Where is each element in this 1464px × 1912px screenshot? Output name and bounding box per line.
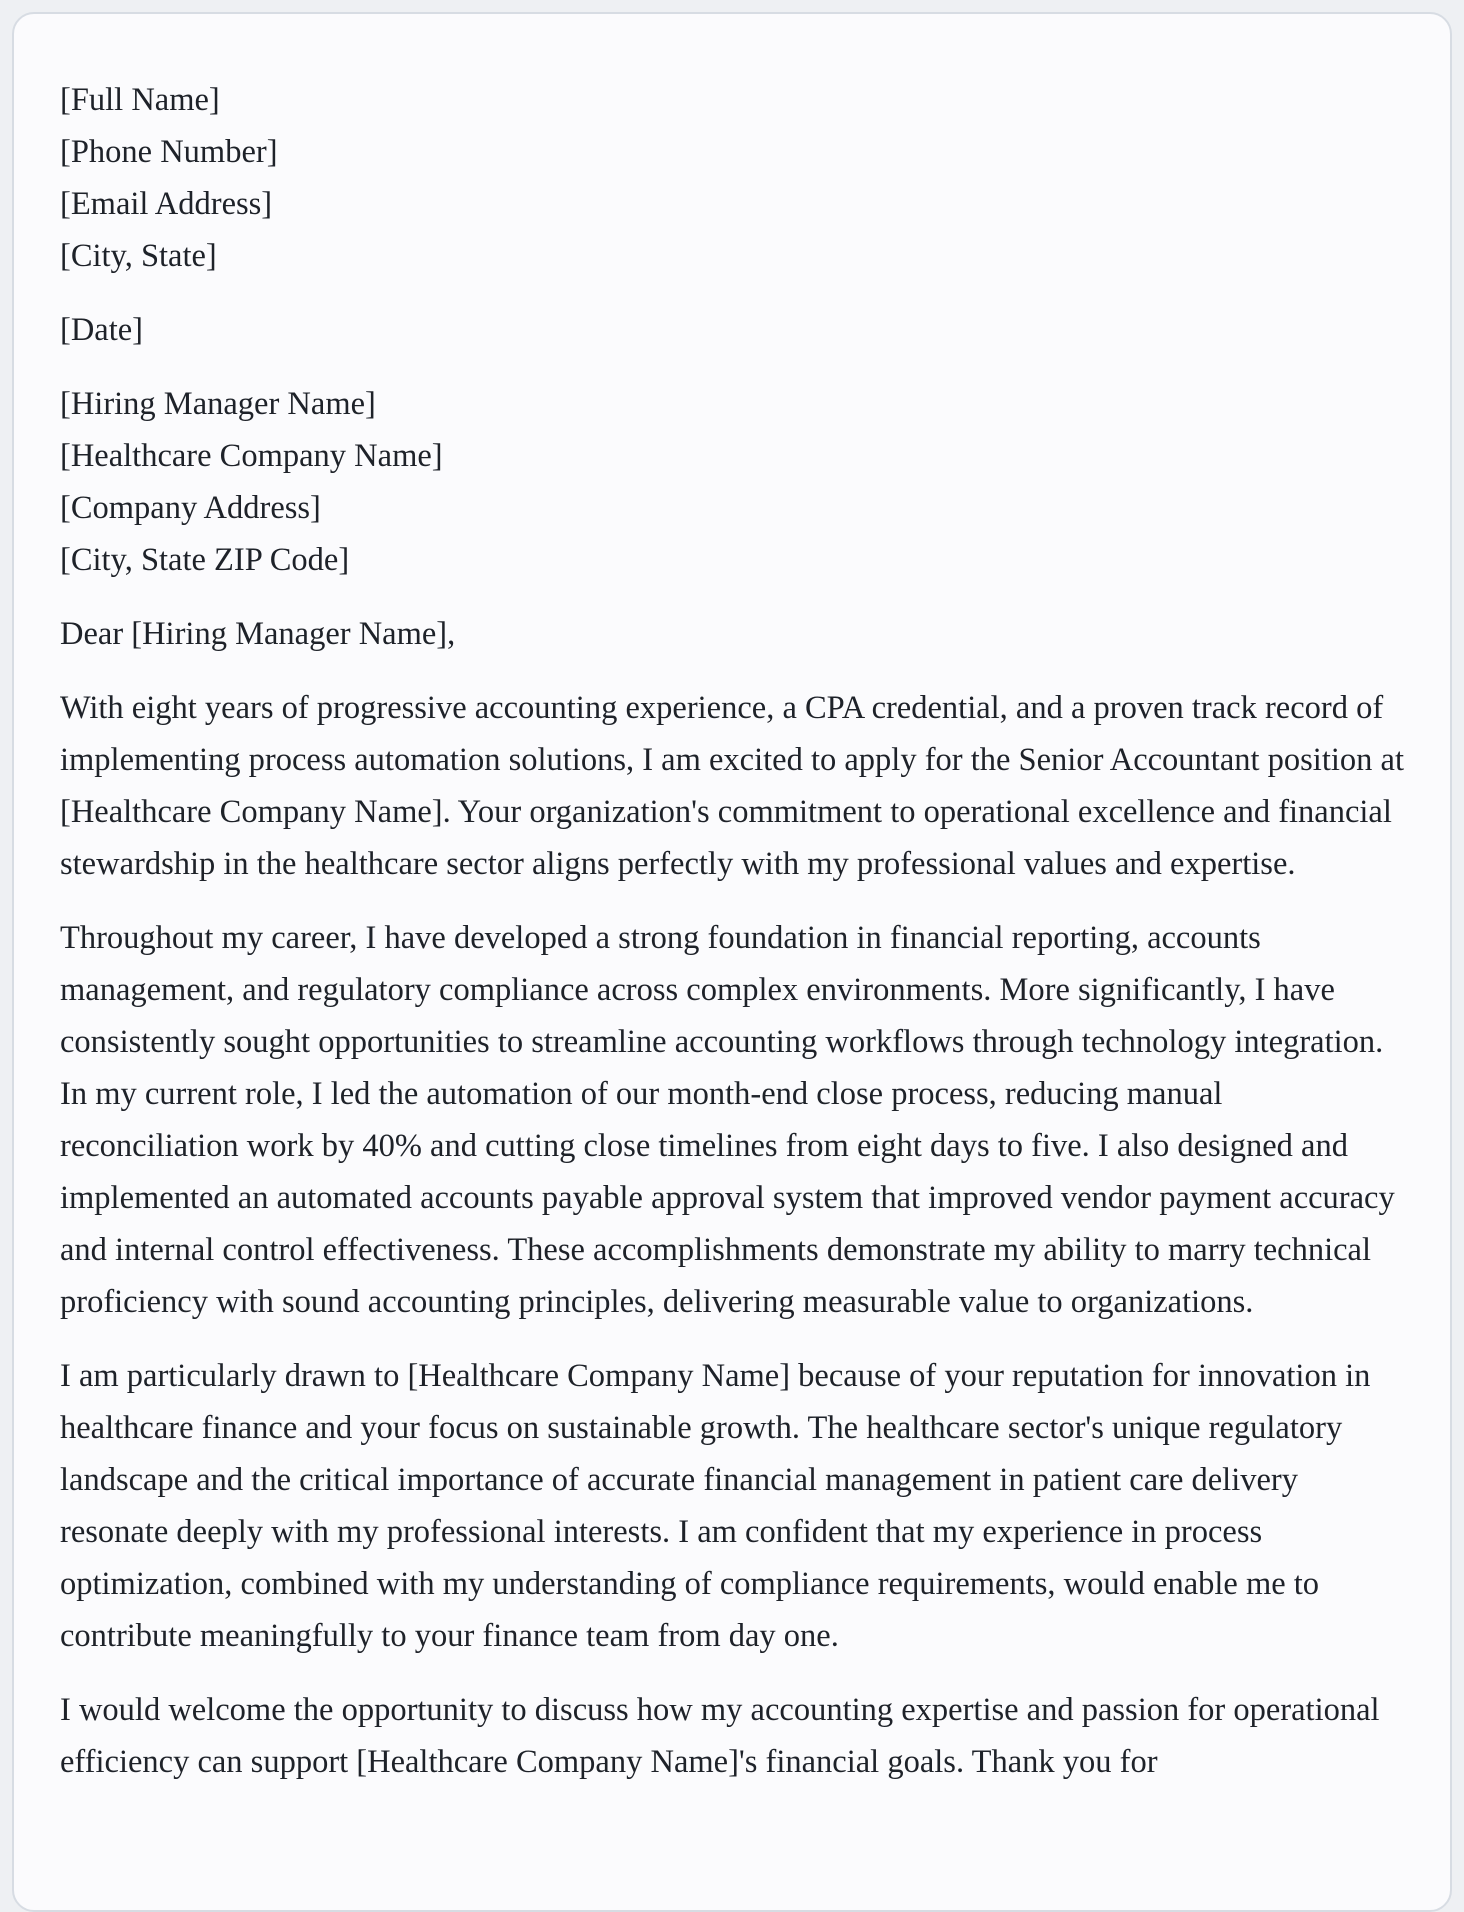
body-paragraph-3: I am particularly drawn to [Healthcare Company Name] because of your reputation for innovation in healthcare finance and your focus on sustainable growth. The healthcare sector's unique regulatory landscape and the critical importance of accurate financial management in patient care delivery resonate deeply with my professional interests. I am confident that my experience in process optimization, combined with my understanding of compliance requirements, would enable me to contribute meaningfully to your finance team from day one.	[60, 1358, 1371, 1654]
body-paragraph-2: Throughout my career, I have developed a strong foundation in financial reporting, accounts management, and regulatory compliance across complex environments. More significantly, I have consistently sought opportunities to streamline accounting workflows through technology integration. In my current role, I led the automation of our month-end close process, reducing manual reconciliation work by 40% and cutting close timelines from eight days to five. I also designed and implemented an automated accounts payable approval system that improved vendor payment accuracy and internal control effectiveness. These accomplishments demonstrate my ability to marry technical proficiency with sound accounting principles, delivering measurable value to organizations.	[60, 920, 1395, 1320]
recipient-city-state-zip: [City, State ZIP Code]	[60, 542, 350, 578]
sender-email: [Email Address]	[60, 186, 273, 222]
sender-city-state: [City, State]	[60, 238, 217, 274]
recipient-company-address: [Company Address]	[60, 490, 321, 526]
recipient-company-name: [Healthcare Company Name]	[60, 438, 443, 474]
date-block	[60, 304, 1404, 356]
sender-phone: [Phone Number]	[60, 134, 278, 170]
sender-full-name: [Full Name]	[60, 82, 220, 118]
body-paragraph-1: With eight years of progressive accounting experience, a CPA credential, and a proven track record of implementing process automation solutions, I am excited to apply for the Senior Accountant position at [Healthcare Company Name]. Your organization's commitment to operational excellence and financial stewardship in the healthcare sector aligns perfectly with my professional values and expertise.	[60, 690, 1404, 882]
cover-letter	[60, 74, 1404, 1788]
body-paragraph-4: I would welcome the opportunity to discuss how my accounting expertise and passion for operational efficiency can support [Healthcare Company Name]'s financial goals. Thank you for	[60, 1692, 1380, 1780]
salutation: Dear [Hiring Manager Name],	[60, 616, 456, 652]
recipient-hiring-manager: [Hiring Manager Name]	[60, 386, 376, 422]
sender-block	[60, 74, 1404, 282]
letter-date: [Date]	[60, 312, 143, 348]
letter-card	[12, 12, 1452, 1912]
recipient-block	[60, 378, 1404, 586]
